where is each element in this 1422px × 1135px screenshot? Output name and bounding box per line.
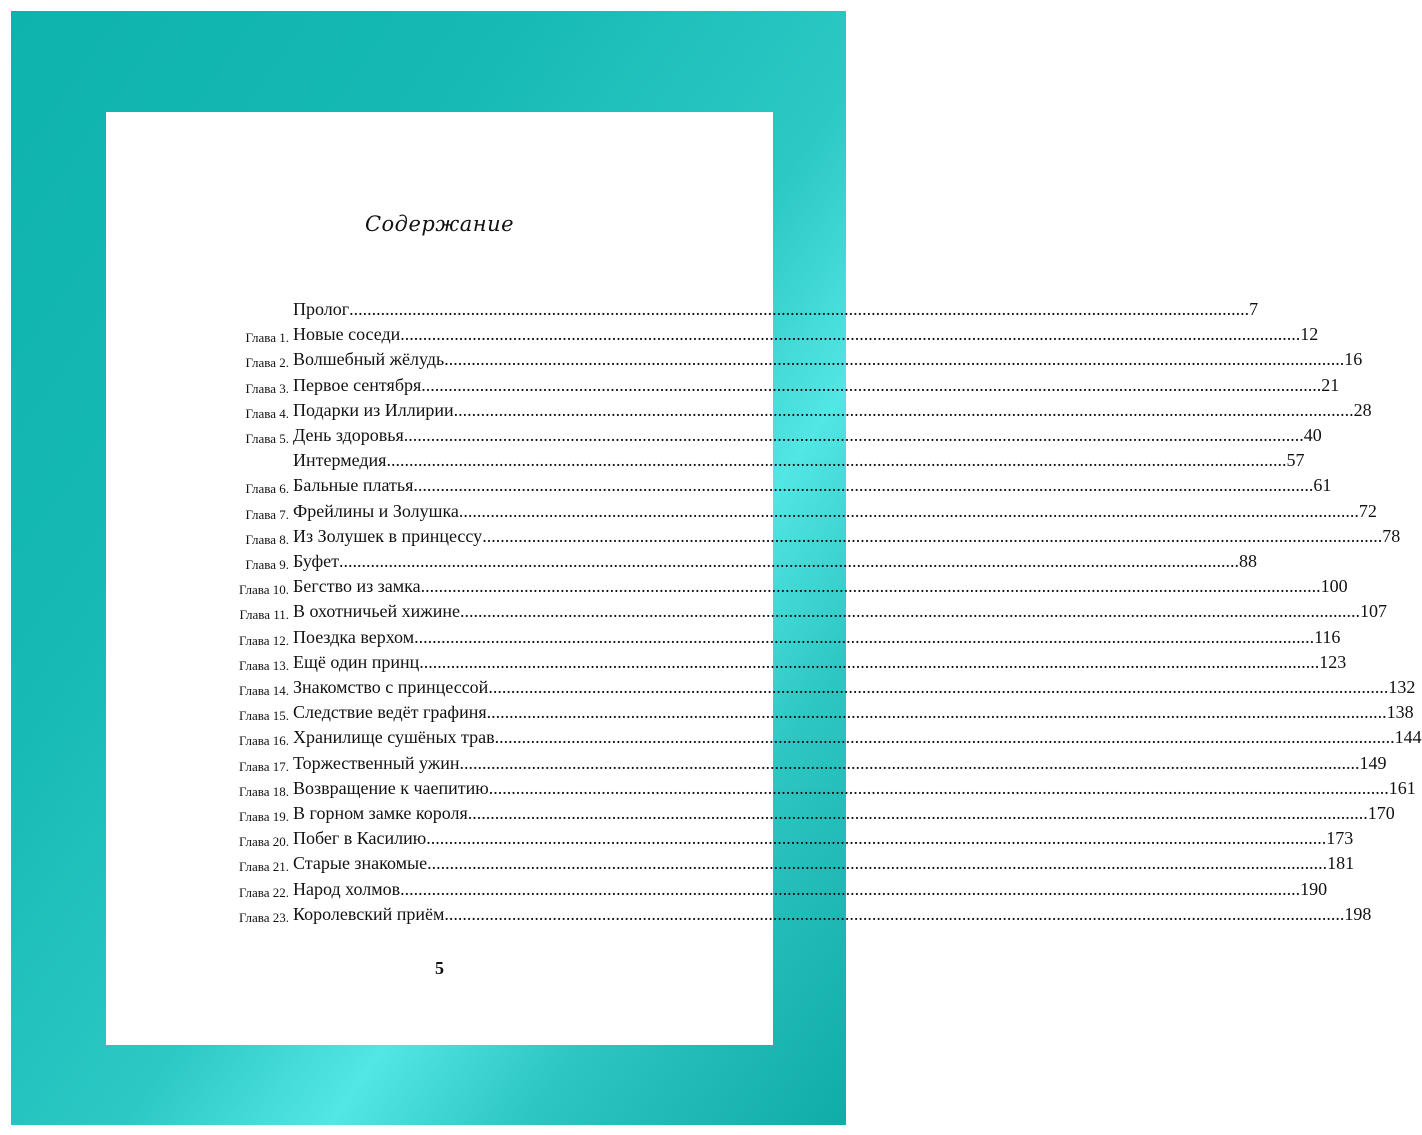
chapter-label: Глава 5.: [245, 431, 289, 446]
chapter-page-number: 116: [1314, 626, 1341, 647]
chapter-title: Из Золушек в принцессу: [293, 525, 483, 546]
chapter-page-number: 173: [1326, 828, 1354, 849]
page-number: 5: [435, 958, 444, 978]
leader-dots: ........................................................................................................................................................................................................: [386, 450, 1287, 471]
chapter-title: Пролог: [293, 299, 350, 319]
chapter-label: Глава 23.: [238, 909, 289, 925]
chapter-title: Старые знакомые: [293, 853, 428, 874]
chapter-title: Волшебный жёлудь: [293, 349, 445, 370]
contents-title: Содержание: [364, 212, 515, 236]
toc-entry: [245, 324, 1319, 349]
chapter-label: Глава 3.: [245, 380, 289, 396]
leader-dots: ........................................................................................................................................................................................................: [420, 576, 1321, 597]
chapter-page-number: 40: [1303, 425, 1322, 445]
toc-entry: [238, 727, 1422, 752]
chapter-title: Бальные платья: [293, 475, 414, 496]
chapter-page-number: 61: [1313, 475, 1332, 496]
toc-entry: [239, 601, 1387, 626]
leader-dots: ........................................................................................................................................................................................................: [403, 425, 1304, 445]
toc-entry: [245, 425, 1322, 450]
toc-entry: [238, 803, 1395, 828]
chapter-label: Глава 16.: [238, 733, 289, 749]
chapter-page-number: 21: [1321, 374, 1340, 395]
chapter-page-number: 16: [1344, 349, 1363, 370]
leader-dots: ........................................................................................................................................................................................................: [413, 475, 1314, 496]
chapter-title: Буфет: [293, 551, 339, 571]
chapter-label: Глава 10.: [238, 582, 289, 598]
chapter-label: Глава 12.: [238, 632, 289, 648]
chapter-label: Глава 18.: [238, 783, 289, 799]
leader-dots: ........................................................................................................................................................................................................: [494, 727, 1395, 748]
toc-entry: [238, 576, 1348, 601]
chapter-page-number: 57: [1286, 450, 1305, 471]
chapter-title: Народ холмов: [293, 878, 401, 899]
chapter-page-number: 78: [1382, 525, 1401, 546]
leader-dots: ........................................................................................................................................................................................................: [400, 878, 1301, 899]
chapter-page-number: 100: [1320, 576, 1348, 597]
chapter-page-number: 7: [1249, 299, 1259, 319]
chapter-title: Возвращение к чаепитию: [293, 777, 489, 798]
toc-entry: [245, 500, 1377, 526]
chapter-page-number: 12: [1300, 324, 1319, 345]
chapter-title: Бегство из замка: [293, 576, 421, 597]
leader-dots: ........................................................................................................................................................................................................: [414, 626, 1315, 647]
leader-dots: ........................................................................................................................................................................................................: [426, 828, 1327, 849]
chapter-label: Глава 19.: [238, 809, 289, 824]
chapter-title: Следствие ведёт графиня: [293, 702, 487, 723]
leader-dots: ........................................................................................................................................................................................................: [488, 777, 1389, 798]
chapter-title: Торжественный ужин: [293, 752, 460, 773]
book-page: [106, 112, 1422, 1045]
leader-dots: ........................................................................................................................................................................................................: [459, 601, 1360, 622]
chapter-title: Побег в Касилию: [293, 828, 427, 849]
toc-entry: [245, 551, 1257, 576]
chapter-label: Глава 7.: [245, 506, 289, 522]
chapter-label: Глава 22.: [238, 884, 289, 900]
chapter-page-number: 149: [1359, 752, 1387, 773]
toc-entry: [238, 777, 1416, 803]
toc-entry: [238, 626, 1341, 652]
chapter-label: Глава 13.: [238, 657, 289, 673]
chapter-label: Глава 8.: [245, 531, 289, 547]
leader-dots: ........................................................................................................................................................................................................: [459, 752, 1360, 773]
leader-dots: ........................................................................................................................................................................................................: [467, 803, 1368, 823]
chapter-page-number: 181: [1327, 853, 1355, 874]
chapter-title: Интермедия: [293, 450, 387, 471]
chapter-title: Подарки из Иллирии: [293, 399, 454, 420]
chapter-page-number: 123: [1319, 651, 1347, 672]
chapter-page-number: 132: [1388, 677, 1416, 697]
chapter-label: Глава 20.: [238, 834, 289, 850]
chapter-title: Поездка верхом: [293, 626, 415, 647]
chapter-label: Глава 14.: [238, 683, 289, 698]
chapter-label: Глава 6.: [245, 481, 289, 497]
leader-dots: ........................................................................................................................................................................................................: [421, 374, 1322, 395]
chapter-label: Глава 17.: [238, 758, 289, 774]
chapter-title: Первое сентября: [293, 374, 422, 395]
chapter-label: Глава 21.: [238, 859, 289, 875]
chapter-page-number: 28: [1353, 399, 1372, 420]
toc-entry: [293, 450, 1305, 475]
chapter-label: Глава 1.: [245, 330, 289, 346]
toc-entry: [238, 878, 1328, 904]
leader-dots: ........................................................................................................................................................................................................: [458, 500, 1359, 521]
chapter-page-number: 198: [1344, 903, 1372, 924]
chapter-page-number: 144: [1394, 727, 1422, 748]
leader-dots: ........................................................................................................................................................................................................: [419, 651, 1320, 672]
chapter-title: В охотничьей хижине: [293, 601, 460, 622]
toc-entry: [238, 677, 1416, 702]
leader-dots: ........................................................................................................................................................................................................: [453, 399, 1354, 420]
toc-entry: [245, 399, 1372, 425]
toc-entry: [238, 752, 1387, 778]
leader-dots: ........................................................................................................................................................................................................: [349, 299, 1250, 319]
toc-entry: [238, 903, 1372, 929]
toc-entry: [238, 702, 1414, 727]
teal-background-frame: [11, 11, 1422, 1125]
chapter-title: Новые соседи: [293, 324, 401, 345]
chapter-page-number: 88: [1238, 551, 1257, 571]
toc-entry: [238, 828, 1354, 853]
chapter-title: Знакомство с принцессой: [293, 677, 489, 697]
chapter-label: Глава 4.: [245, 405, 289, 421]
leader-dots: ........................................................................................................................................................................................................: [338, 551, 1239, 571]
leader-dots: ........................................................................................................................................................................................................: [427, 853, 1328, 874]
toc-entry: [245, 475, 1332, 500]
chapter-title: Ещё один принц: [293, 651, 420, 672]
chapter-page-number: 190: [1300, 878, 1328, 899]
chapter-title: Хранилище сушёных трав: [293, 727, 495, 748]
chapter-label: Глава 11.: [239, 607, 289, 623]
chapter-label: Глава 15.: [238, 708, 289, 724]
leader-dots: ........................................................................................................................................................................................................: [488, 677, 1389, 697]
chapter-page-number: 161: [1388, 777, 1416, 798]
leader-dots: ........................................................................................................................................................................................................: [444, 903, 1345, 924]
toc-entry: [245, 525, 1401, 551]
leader-dots: ........................................................................................................................................................................................................: [400, 324, 1301, 345]
toc-entry: [245, 349, 1363, 374]
toc-entry: [293, 299, 1259, 324]
leader-dots: ........................................................................................................................................................................................................: [482, 525, 1383, 546]
chapter-title: В горном замке короля: [293, 803, 468, 823]
leader-dots: ........................................................................................................................................................................................................: [486, 702, 1387, 723]
chapter-page-number: 72: [1358, 500, 1377, 521]
chapter-title: День здоровья: [293, 425, 404, 445]
chapter-label: Глава 2.: [245, 355, 289, 371]
chapter-page-number: 170: [1367, 803, 1395, 823]
chapter-page-number: 107: [1359, 601, 1387, 622]
chapter-label: Глава 9.: [245, 557, 289, 572]
chapter-page-number: 138: [1386, 702, 1414, 723]
leader-dots: ........................................................................................................................................................................................................: [444, 349, 1345, 370]
chapter-title: Фрейлины и Золушка: [293, 500, 459, 521]
toc-entry: [238, 651, 1347, 677]
toc-entry: [238, 853, 1355, 878]
chapter-title: Королевский приём: [293, 903, 445, 924]
toc-entry: [245, 374, 1340, 400]
